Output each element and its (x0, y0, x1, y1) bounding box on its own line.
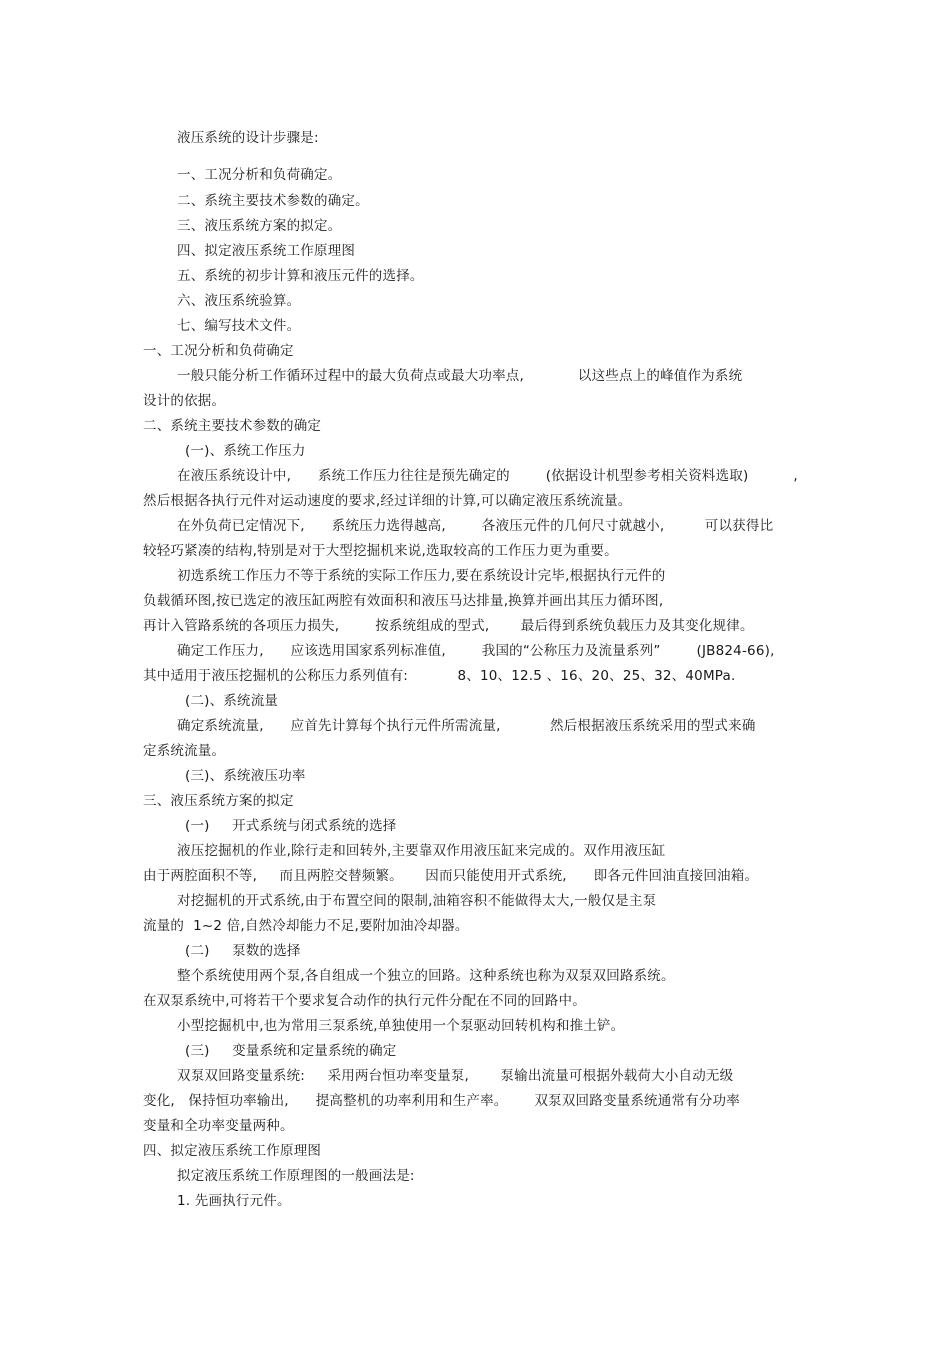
body-line: 小型挖掘机中,也为常用三泵系统,单独使用一个泵驱动回转机构和推土铲。 (177, 1018, 625, 1034)
body-line: 确定工作压力, 应该选用国家系列标准值, 我国的“公称压力及流量系列” (JB824-66), (177, 643, 775, 659)
body-line: 其中适用于液压挖掘机的公称压力系列值有: 8、10、12.5 、16、20、25、32、40MPa. (143, 668, 736, 684)
body-line: 确定系统流量, 应首先计算每个执行元件所需流量, 然后根据液压系统采用的型式来确 (177, 718, 756, 734)
section-heading: 三、液压系统方案的拟定 (143, 793, 294, 809)
body-line: 拟定液压系统工作原理图的一般画法是: (177, 1168, 415, 1184)
step-item: 二、系统主要技术参数的确定。 (177, 193, 369, 209)
body-line: 在双泵系统中,可将若干个要求复合动作的执行元件分配在不同的回路中。 (143, 993, 586, 1009)
body-line: 然后根据各执行元件对运动速度的要求,经过详细的计算,可以确定液压系统流量。 (143, 493, 632, 509)
body-line: 整个系统使用两个泵,各自组成一个独立的回路。这种系统也称为双泵双回路系统。 (177, 968, 675, 984)
body-line: 流量的 1~2 倍,自然冷却能力不足,要附加油冷却器。 (143, 918, 469, 934)
step-item: 五、系统的初步计算和液压元件的选择。 (177, 268, 424, 284)
body-line: 在外负荷已定情况下, 系统压力选得越高, 各液压元件的几何尺寸就越小, 可以获得比 (177, 518, 774, 534)
body-line: 在液压系统设计中, 系统工作压力往往是预先确定的 (依据设计机型参考相关资料选取) , (177, 468, 798, 484)
section-heading: 二、系统主要技术参数的确定 (143, 418, 322, 434)
section-heading: 一、工况分析和负荷确定 (143, 343, 294, 359)
body-line: 液压挖掘机的作业,除行走和回转外,主要靠双作用液压缸来完成的。双作用液压缸 (177, 843, 666, 859)
body-line: 变化, 保持恒功率输出, 提高整机的功率利用和生产率。 双泵双回路变量系统通常有分功率 (143, 1093, 740, 1109)
step-item: 七、编写技术文件。 (177, 318, 301, 334)
section-heading: 四、拟定液压系统工作原理图 (143, 1143, 322, 1159)
body-line: 初选系统工作压力不等于系统的实际工作压力,要在系统设计完毕,根据执行元件的 (177, 568, 666, 584)
subsection-heading: (三) 变量系统和定量系统的确定 (185, 1043, 397, 1059)
body-line: 对挖掘机的开式系统,由于布置空间的限制,油箱容积不能做得太大,一般仅是主泵 (177, 893, 657, 909)
step-item: 三、液压系统方案的拟定。 (177, 218, 342, 234)
step-item: 一、工况分析和负荷确定。 (177, 167, 342, 183)
body-line: 定系统流量。 (143, 743, 226, 759)
body-line: 双泵双回路变量系统: 采用两台恒功率变量泵, 泵输出流量可根据外载荷大小自动无级 (177, 1068, 734, 1084)
subsection-heading: (一)、系统工作压力 (185, 443, 306, 459)
step-item: 六、液压系统验算。 (177, 293, 301, 309)
subsection-heading: (一) 开式系统与闭式系统的选择 (185, 818, 397, 834)
body-line: 设计的依据。 (143, 393, 226, 409)
body-line: 变量和全功率变量两种。 (143, 1118, 294, 1134)
body-line: 1. 先画执行元件。 (177, 1193, 291, 1209)
body-line: 一般只能分析工作循环过程中的最大负荷点或最大功率点, 以这些点上的峰值作为系统 (177, 368, 743, 384)
body-line: 再计入管路系统的各项压力损失, 按系统组成的型式, 最后得到系统负载压力及其变化规律。 (143, 618, 754, 634)
step-item: 四、拟定液压系统工作原理图 (177, 243, 356, 259)
body-line: 较轻巧紧凑的结构,特别是对于大型挖掘机来说,选取较高的工作压力更为重要。 (143, 543, 618, 559)
subsection-heading: (二)、系统流量 (185, 693, 279, 709)
subsection-heading: (三)、系统液压功率 (185, 768, 306, 784)
intro-line: 液压系统的设计步骤是: (177, 130, 319, 146)
body-line: 负载循环图,按已选定的液压缸两腔有效面积和液压马达排量,换算并画出其压力循环图, (143, 593, 664, 609)
body-line: 由于两腔面积不等, 而且两腔交替频繁。 因而只能使用开式系统, 即各元件回油直接回油箱。 (143, 868, 759, 884)
subsection-heading: (二) 泵数的选择 (185, 943, 301, 959)
